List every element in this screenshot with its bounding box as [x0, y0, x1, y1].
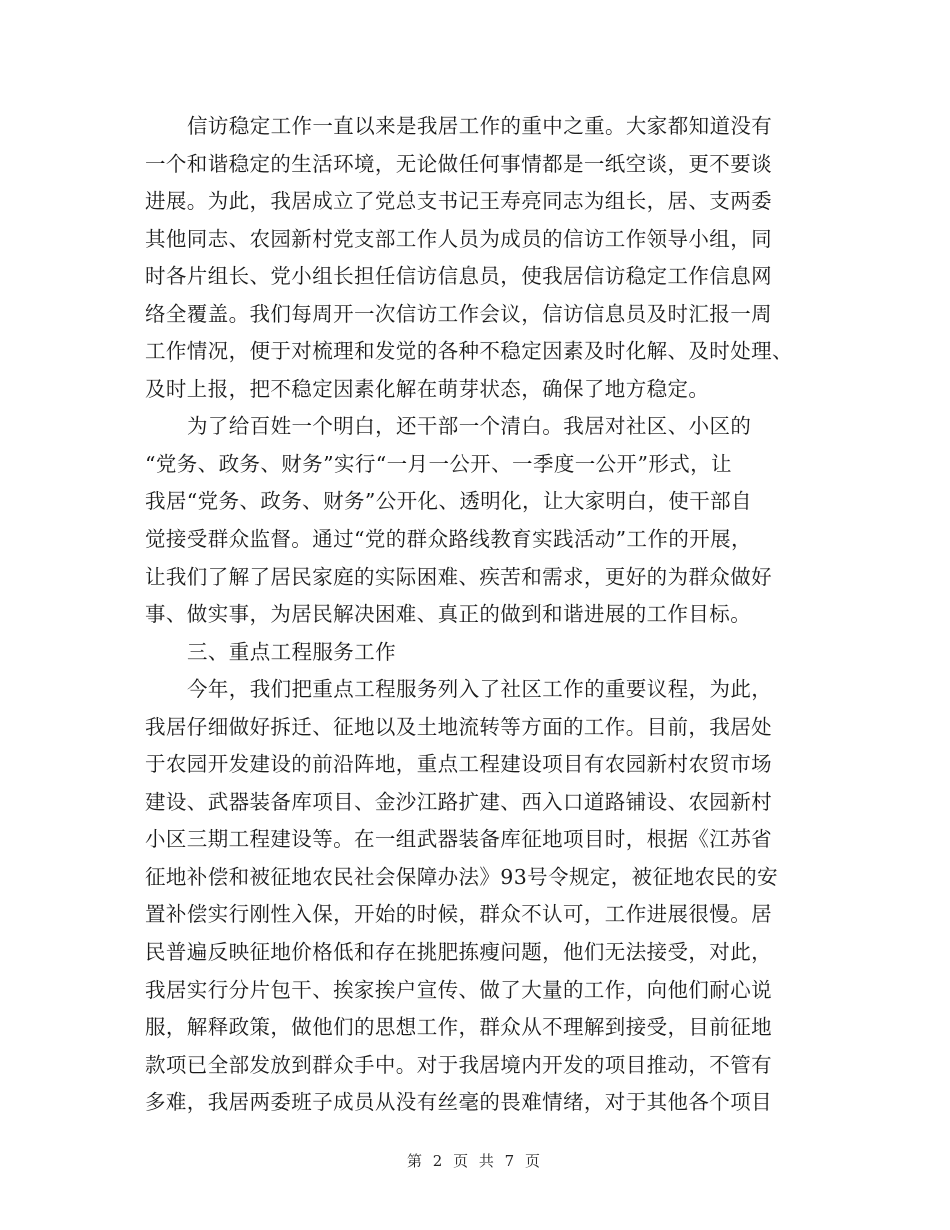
text-line: 建设、武器装备库项目、金沙江路扩建、西入口道路铺设、农园新村: [145, 789, 772, 814]
text-line: 信访稳定工作一直以来是我居工作的重中之重。大家都知道没有: [187, 114, 773, 138]
text-line: 进展。为此，我居成立了党总支书记王寿亮同志为组长，居、支两委: [145, 189, 772, 214]
text-line: 为了给百姓一个明白，还干部一个清白。我居对社区、小区的: [187, 414, 752, 439]
text-line: 及时上报，把不稳定因素化解在萌芽状态，确保了地方稳定。: [145, 376, 710, 401]
page-number-footer: 第 2 页 共 7 页: [407, 1152, 543, 1170]
text-line: “党务、政务、财务”实行“一月一公开、一季度一公开”形式，让: [145, 451, 732, 476]
text-line: 小区三期工程建设等。在一组武器装备库征地项目时，根据《江苏省: [145, 827, 772, 852]
text-line: 款项已全部发放到群众手中。对于我居境内开发的项目推动，不管有: [145, 1052, 772, 1077]
text-line: 觉接受群众监督。通过“党的群众路线教育实践活动”工作的开展，: [145, 527, 752, 552]
text-line: 民普遍反映征地价格低和存在挑肥拣瘦问题，他们无法接受，对此，: [145, 940, 772, 965]
text-line: 今年，我们把重点工程服务列入了社区工作的重要议程，为此，: [187, 677, 773, 702]
text-line: 我居仔细做好拆迁、征地以及土地流转等方面的工作。目前，我居处: [145, 714, 772, 739]
text-line: 让我们了解了居民家庭的实际困难、疾苦和需求，更好的为群众做好: [145, 564, 772, 589]
text-line: 我居“党务、政务、财务”公开化、透明化，让大家明白，使干部自: [145, 489, 752, 514]
text-line: 一个和谐稳定的生活环境，无论做任何事情都是一纸空谈，更不要谈: [145, 151, 772, 176]
text-line: 我居实行分片包干、挨家挨户宣传、做了大量的工作，向他们耐心说: [145, 977, 772, 1002]
text-line: 事、做实事，为居民解决困难、真正的做到和谐进展的工作目标。: [145, 602, 752, 627]
text-line: 征地补偿和被征地农民社会保障办法》93号令规定，被征地农民的安: [145, 864, 778, 889]
text-line: 置补偿实行刚性入保，开始的时候，群众不认可，工作进展很慢。居: [145, 902, 772, 927]
document-body: [145, 108, 810, 1122]
text-line: 于农园开发建设的前沿阵地，重点工程建设项目有农园新村农贸市场: [145, 752, 772, 777]
text-line: 多难，我居两委班子成员从没有丝毫的畏难情绪，对于其他各个项目: [145, 1090, 772, 1115]
text-line: 时各片组长、党小组长担任信访信息员，使我居信访稳定工作信息网: [145, 264, 772, 289]
text-line: 络全覆盖。我们每周开一次信访工作会议，信访信息员及时汇报一周: [145, 301, 772, 326]
section-heading: 三、重点工程服务工作: [187, 639, 396, 664]
text-line: 其他同志、农园新村党支部工作人员为成员的信访工作领导小组，同: [145, 226, 772, 251]
text-line: 工作情况，便于对梳理和发觉的各种不稳定因素及时化解、及时处理、: [145, 339, 793, 364]
text-line: 服，解释政策，做他们的思想工作，群众从不理解到接受，目前征地: [145, 1015, 772, 1040]
